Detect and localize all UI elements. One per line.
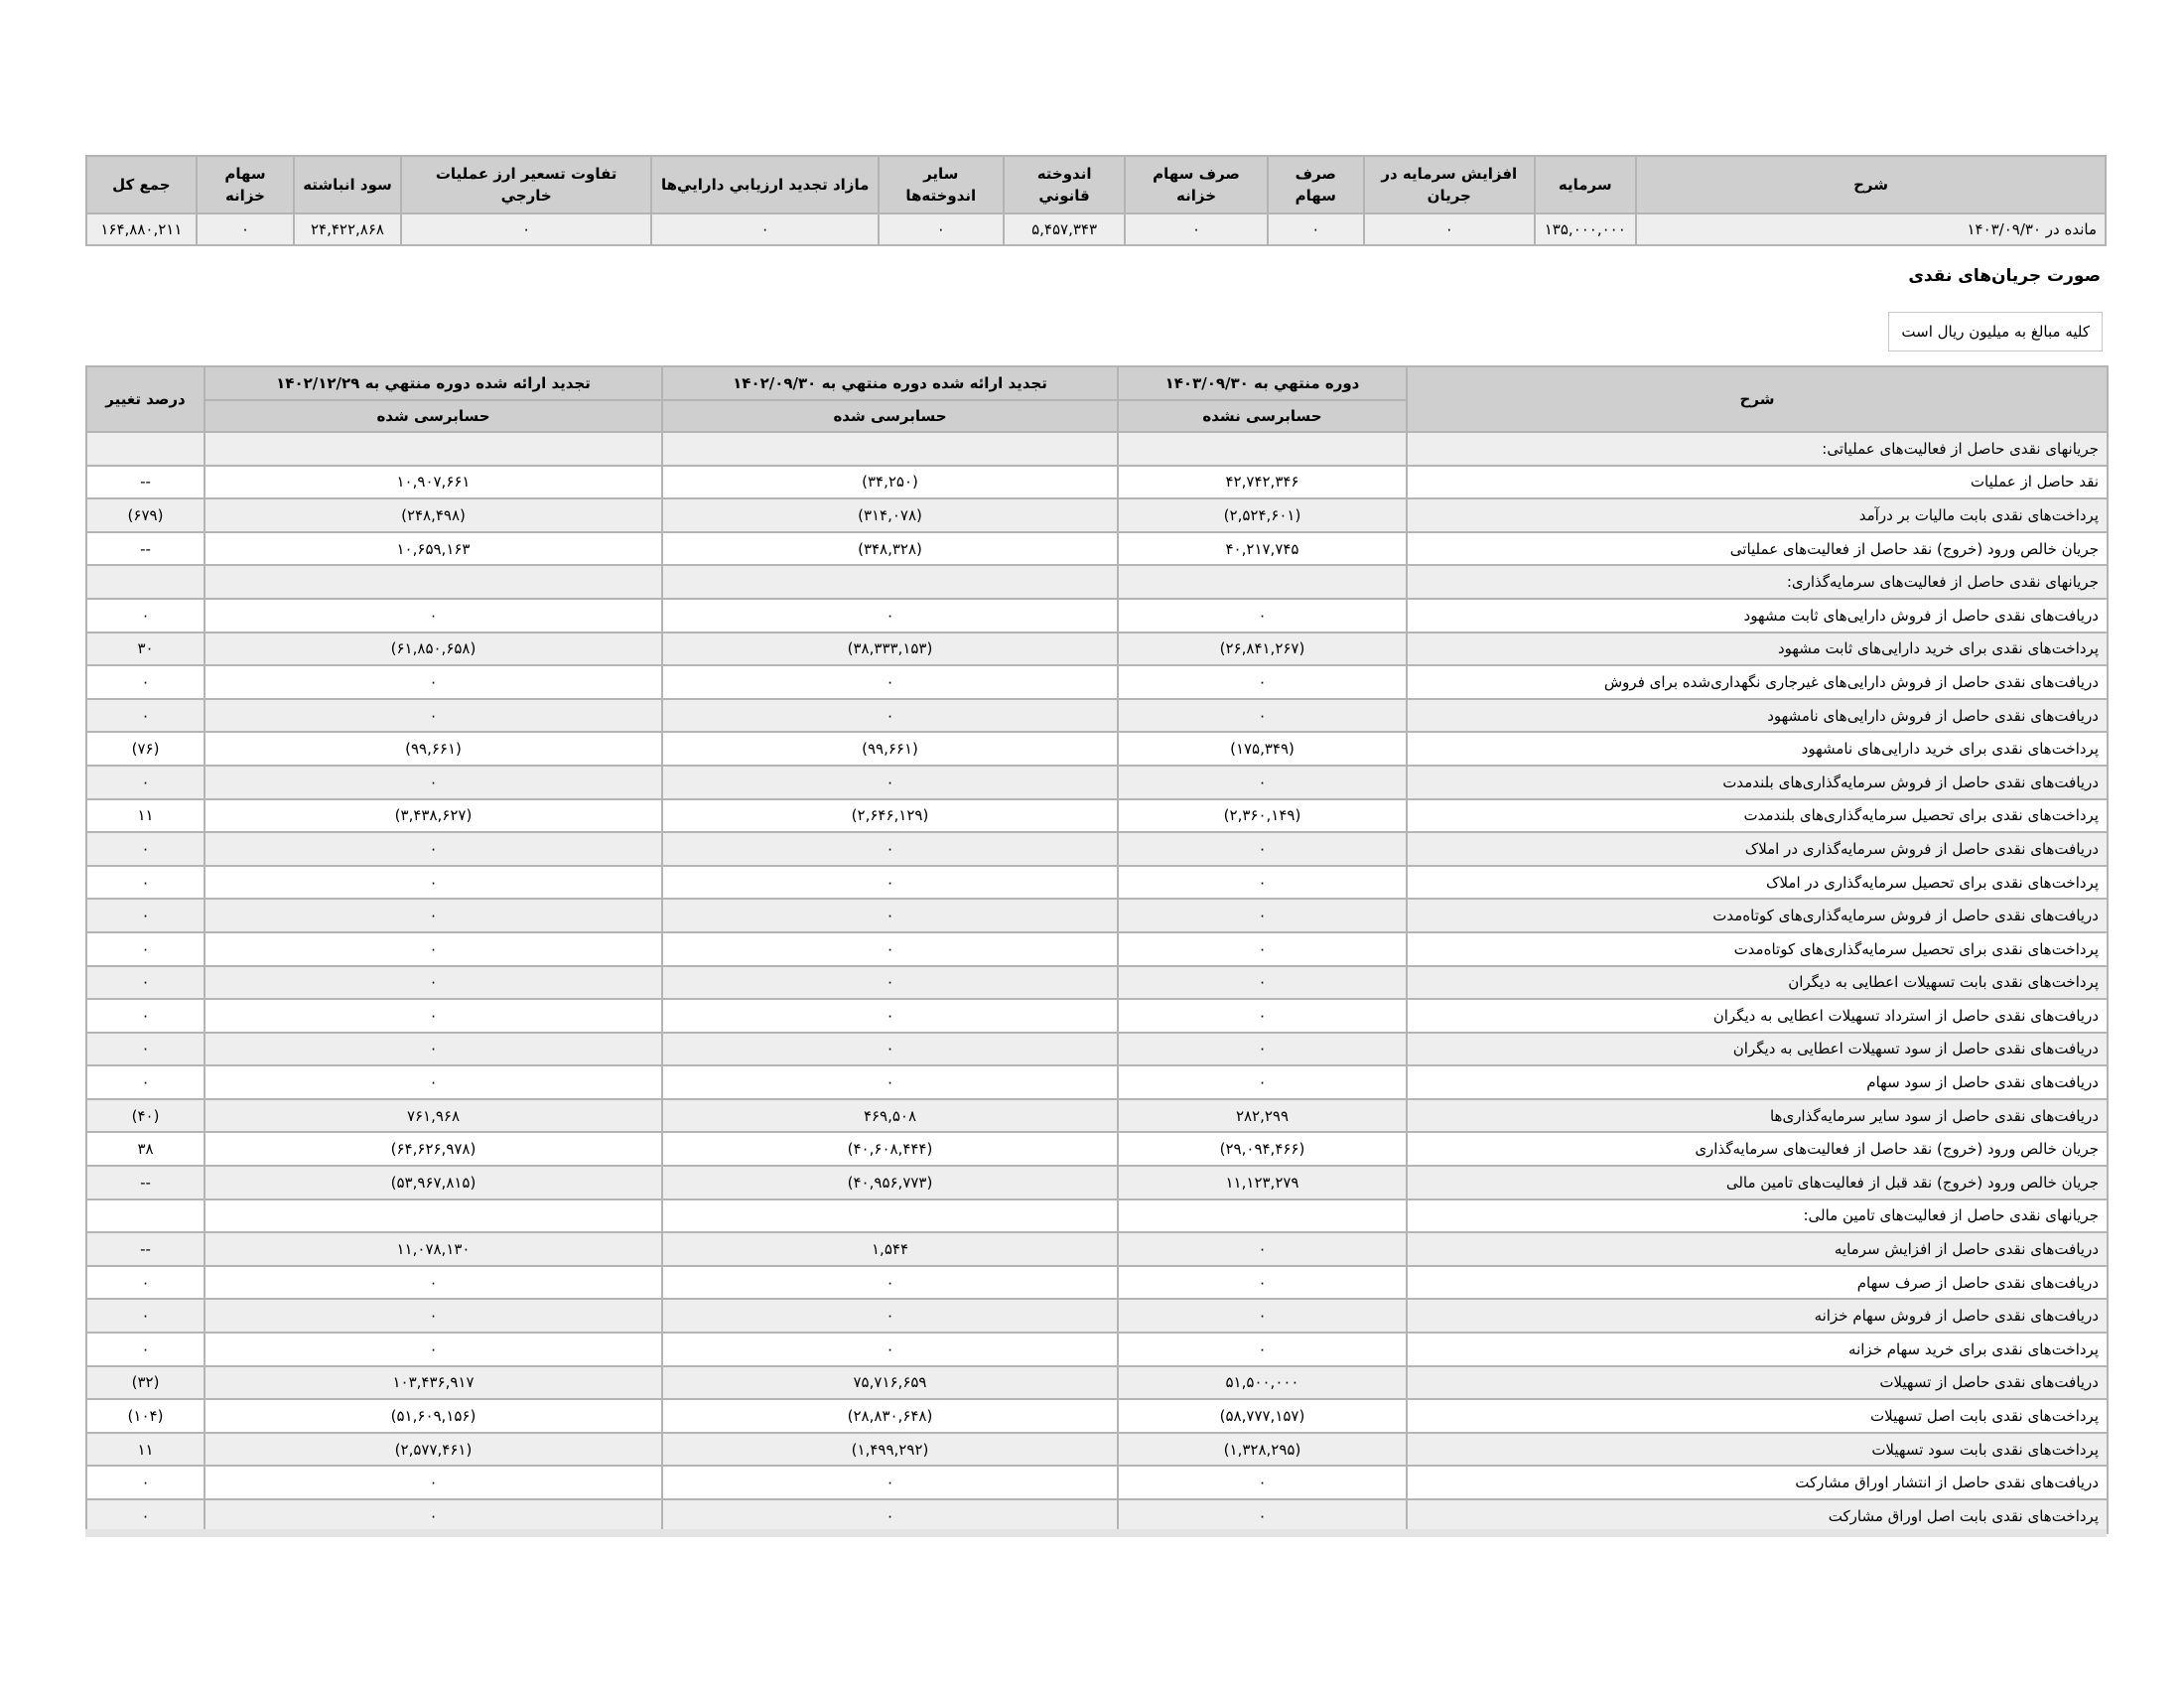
row-value-restated-1: (۳۴۸,۳۲۸) <box>662 532 1118 566</box>
table-row <box>86 665 2108 699</box>
row-percent-change: ۱۱ <box>86 799 205 833</box>
row-percent-change: ۰ <box>86 899 205 932</box>
row-description: دریافت‌های نقدی حاصل از صرف سهام <box>1407 1266 2108 1300</box>
table-row <box>86 532 2108 566</box>
equity-balance-row <box>86 213 2106 245</box>
row-value-current: ۰ <box>1118 866 1407 900</box>
row-value-current <box>1118 432 1407 466</box>
row-percent-change: -- <box>86 1166 205 1199</box>
row-description: دریافت‌های نقدی حاصل از سود سهام <box>1407 1065 2108 1099</box>
row-value-restated-2: ۱۰,۶۵۹,۱۶۳ <box>205 532 662 566</box>
equity-header-cell: شرح <box>1636 156 2106 213</box>
equity-header-cell: سرمايه <box>1535 156 1637 213</box>
row-description: دریافت‌های نقدی حاصل از فروش سرمایه‌گذاری‌های کوتاه‌مدت <box>1407 899 2108 932</box>
row-percent-change: ۰ <box>86 699 205 733</box>
row-value-current: ۰ <box>1118 699 1407 733</box>
row-value-restated-1: (۲۸,۸۳۰,۶۴۸) <box>662 1399 1118 1433</box>
row-percent-change: ۰ <box>86 1033 205 1066</box>
row-value-current: ۲۸۲,۲۹۹ <box>1118 1099 1407 1133</box>
row-value-restated-2: ۰ <box>205 966 662 1000</box>
row-value-restated-1: (۴۰,۶۰۸,۴۴۴) <box>662 1132 1118 1166</box>
row-percent-change <box>86 432 205 466</box>
row-value-current <box>1118 565 1407 599</box>
header-audit-status: حسابرسی نشده <box>1118 400 1407 432</box>
row-value-current: ۰ <box>1118 899 1407 932</box>
row-value-restated-2: ۰ <box>205 832 662 866</box>
row-value-current: ۰ <box>1118 966 1407 1000</box>
row-percent-change: ۰ <box>86 1299 205 1333</box>
row-description: پرداخت‌های نقدی بابت اصل اوراق مشارکت <box>1407 1499 2108 1533</box>
row-value-restated-2: ۰ <box>205 932 662 966</box>
table-row <box>86 1499 2108 1533</box>
row-value-current: ۰ <box>1118 665 1407 699</box>
row-value-restated-2: (۵۳,۹۶۷,۸۱۵) <box>205 1166 662 1199</box>
equity-cell: ۱۳۵,۰۰۰,۰۰۰ <box>1535 213 1637 245</box>
table-row <box>86 1333 2108 1366</box>
row-value-restated-1: (۹۹,۶۶۱) <box>662 732 1118 766</box>
row-description: پرداخت‌های نقدی برای خرید دارایی‌های نامشهود <box>1407 732 2108 766</box>
row-value-restated-1: (۳۸,۳۳۳,۱۵۳) <box>662 633 1118 666</box>
row-value-current: ۰ <box>1118 999 1407 1033</box>
row-value-restated-1: ۰ <box>662 699 1118 733</box>
table-row <box>86 1132 2108 1166</box>
cashflow-body <box>86 432 2108 1533</box>
equity-header-cell: صرف سهام خزانه <box>1125 156 1267 213</box>
table-row <box>86 1232 2108 1266</box>
row-value-restated-1: ۰ <box>662 1499 1118 1533</box>
table-row <box>86 799 2108 833</box>
row-percent-change: -- <box>86 466 205 499</box>
equity-header-cell: صرف سهام <box>1268 156 1364 213</box>
row-description: دریافت‌های نقدی حاصل از انتشار اوراق مشارکت <box>1407 1466 2108 1499</box>
row-percent-change: ۰ <box>86 766 205 799</box>
row-value-current: ۰ <box>1118 932 1407 966</box>
row-value-restated-2 <box>205 432 662 466</box>
equity-cell: ۰ <box>197 213 294 245</box>
cashflow-title: صورت جريان‌های نقدی <box>1908 266 2101 286</box>
row-value-current: (۲,۳۶۰,۱۴۹) <box>1118 799 1407 833</box>
table-row <box>86 1433 2108 1467</box>
row-percent-change: ۰ <box>86 599 205 633</box>
row-value-restated-2: ۱۰۳,۴۳۶,۹۱۷ <box>205 1366 662 1400</box>
row-percent-change: ۰ <box>86 1065 205 1099</box>
row-value-restated-2: (۹۹,۶۶۱) <box>205 732 662 766</box>
table-row <box>86 1199 2108 1233</box>
row-value-restated-2: ۷۶۱,۹۶۸ <box>205 1099 662 1133</box>
row-value-restated-2: ۰ <box>205 1299 662 1333</box>
table-row <box>86 832 2108 866</box>
row-value-restated-2: ۱۱,۰۷۸,۱۳۰ <box>205 1232 662 1266</box>
row-value-restated-1: (۴۰,۹۵۶,۷۷۳) <box>662 1166 1118 1199</box>
row-value-restated-2: ۰ <box>205 665 662 699</box>
row-value-current: ۰ <box>1118 599 1407 633</box>
row-percent-change: ۳۰ <box>86 633 205 666</box>
row-value-current <box>1118 1199 1407 1233</box>
row-percent-change: (۳۲) <box>86 1366 205 1400</box>
row-value-current: ۱۱,۱۲۳,۲۷۹ <box>1118 1166 1407 1199</box>
table-bottom-bar <box>85 1529 2107 1537</box>
row-description: دریافت‌های نقدی حاصل از فروش دارایی‌های نامشهود <box>1407 699 2108 733</box>
equity-cell: ۰ <box>401 213 652 245</box>
row-value-current: ۰ <box>1118 1033 1407 1066</box>
row-value-restated-2: ۰ <box>205 599 662 633</box>
equity-cell: ۵,۴۵۷,۳۴۳ <box>1004 213 1126 245</box>
equity-cell: ۰ <box>651 213 878 245</box>
row-description: پرداخت‌های نقدی بابت سود تسهیلات <box>1407 1433 2108 1467</box>
table-row <box>86 565 2108 599</box>
row-value-restated-1: ۰ <box>662 1333 1118 1366</box>
row-value-current: ۴۲,۷۴۲,۳۴۶ <box>1118 466 1407 499</box>
table-row <box>86 766 2108 799</box>
row-percent-change: (۷۶) <box>86 732 205 766</box>
row-value-current: (۲,۵۲۴,۶۰۱) <box>1118 498 1407 532</box>
table-row <box>86 999 2108 1033</box>
row-value-restated-1: ۰ <box>662 1299 1118 1333</box>
row-value-current: ۰ <box>1118 1299 1407 1333</box>
row-value-restated-2: (۲,۵۷۷,۴۶۱) <box>205 1433 662 1467</box>
row-value-current: ۰ <box>1118 766 1407 799</box>
row-value-current: ۰ <box>1118 1333 1407 1366</box>
row-value-restated-2: (۵۱,۶۰۹,۱۵۶) <box>205 1399 662 1433</box>
equity-header-cell: اندوخته قانوني <box>1004 156 1126 213</box>
row-description: جریانهای نقدی حاصل از فعالیت‌های عملیاتی: <box>1407 432 2108 466</box>
table-row <box>86 1033 2108 1066</box>
row-description: دریافت‌های نقدی حاصل از سود سایر سرمایه‌گذاری‌ها <box>1407 1099 2108 1133</box>
row-value-restated-2: ۰ <box>205 1499 662 1533</box>
table-row <box>86 732 2108 766</box>
row-value-restated-2: ۰ <box>205 1266 662 1300</box>
equity-table <box>85 155 2107 246</box>
row-percent-change <box>86 1199 205 1233</box>
table-row <box>86 1166 2108 1199</box>
row-value-restated-1: ۱,۵۴۴ <box>662 1232 1118 1266</box>
row-value-restated-1: ۰ <box>662 832 1118 866</box>
table-row <box>86 966 2108 1000</box>
table-row <box>86 699 2108 733</box>
row-value-restated-1 <box>662 432 1118 466</box>
row-percent-change: ۰ <box>86 932 205 966</box>
row-description: پرداخت‌های نقدی بابت تسهیلات اعطایی به دیگران <box>1407 966 2108 1000</box>
table-row <box>86 1366 2108 1400</box>
row-description: دریافت‌های نقدی حاصل از فروش دارایی‌های ثابت مشهود <box>1407 599 2108 633</box>
row-description: پرداخت‌های نقدی برای خرید سهام خزانه <box>1407 1333 2108 1366</box>
equity-cell: ۰ <box>879 213 1004 245</box>
row-value-current: (۵۸,۷۷۷,۱۵۷) <box>1118 1399 1407 1433</box>
equity-cell: ۲۴,۴۲۲,۸۶۸ <box>294 213 401 245</box>
row-value-restated-2: (۲۴۸,۴۹۸) <box>205 498 662 532</box>
equity-cell: ۰ <box>1364 213 1535 245</box>
row-value-restated-1: ۴۶۹,۵۰۸ <box>662 1099 1118 1133</box>
row-value-restated-2: (۳,۴۳۸,۶۲۷) <box>205 799 662 833</box>
row-value-restated-2: ۰ <box>205 766 662 799</box>
row-value-current: ۰ <box>1118 1466 1407 1499</box>
row-value-current: ۰ <box>1118 1499 1407 1533</box>
row-value-restated-1: ۰ <box>662 999 1118 1033</box>
row-percent-change: ۰ <box>86 1499 205 1533</box>
row-value-restated-1: (۲,۶۴۶,۱۲۹) <box>662 799 1118 833</box>
row-percent-change: (۶۷۹) <box>86 498 205 532</box>
row-value-current: ۴۰,۲۱۷,۷۴۵ <box>1118 532 1407 566</box>
unit-note: کلیه مبالغ به میلیون ریال است <box>1888 312 2103 352</box>
equity-header-cell: تفاوت تسعير ارز عمليات خارجي <box>401 156 652 213</box>
row-description: نقد حاصل از عملیات <box>1407 466 2108 499</box>
row-value-restated-1: (۳۴,۲۵۰) <box>662 466 1118 499</box>
row-percent-change: ۰ <box>86 999 205 1033</box>
table-row <box>86 866 2108 900</box>
header-audit-status: حسابرسی شده <box>662 400 1118 432</box>
table-row <box>86 1266 2108 1300</box>
row-description: پرداخت‌های نقدی بابت مالیات بر درآمد <box>1407 498 2108 532</box>
row-value-restated-2: ۱۰,۹۰۷,۶۶۱ <box>205 466 662 499</box>
equity-header-cell: افزايش سرمايه در جريان <box>1364 156 1535 213</box>
row-value-restated-1 <box>662 565 1118 599</box>
row-percent-change: -- <box>86 1232 205 1266</box>
row-value-restated-1: ۰ <box>662 599 1118 633</box>
row-value-restated-1: ۰ <box>662 1065 1118 1099</box>
row-value-restated-2: (۶۴,۶۲۶,۹۷۸) <box>205 1132 662 1166</box>
row-percent-change: ۰ <box>86 866 205 900</box>
row-description: دریافت‌های نقدی حاصل از تسهیلات <box>1407 1366 2108 1400</box>
row-value-restated-1: ۰ <box>662 665 1118 699</box>
row-percent-change: ۰ <box>86 665 205 699</box>
header-audit-status: حسابرسی شده <box>205 400 662 432</box>
equity-cell: ۱۶۴,۸۸۰,۲۱۱ <box>86 213 197 245</box>
table-row <box>86 1399 2108 1433</box>
row-description: پرداخت‌های نقدی برای تحصیل سرمایه‌گذاری‌های کوتاه‌مدت <box>1407 932 2108 966</box>
row-percent-change: ۳۸ <box>86 1132 205 1166</box>
table-row <box>86 1299 2108 1333</box>
table-row <box>86 1065 2108 1099</box>
row-description: دریافت‌های نقدی حاصل از فروش سرمایه‌گذاری‌های بلندمدت <box>1407 766 2108 799</box>
row-description: جریانهای نقدی حاصل از فعالیت‌های سرمایه‌گذاری: <box>1407 565 2108 599</box>
row-value-restated-1: ۷۵,۷۱۶,۶۵۹ <box>662 1366 1118 1400</box>
row-value-restated-2: ۰ <box>205 1333 662 1366</box>
row-value-restated-2: (۶۱,۸۵۰,۶۵۸) <box>205 633 662 666</box>
row-value-restated-2: ۰ <box>205 1033 662 1066</box>
row-description: جریانهای نقدی حاصل از فعالیت‌های تامین مالی: <box>1407 1199 2108 1233</box>
row-description: دریافت‌های نقدی حاصل از استرداد تسهیلات اعطایی به دیگران <box>1407 999 2108 1033</box>
table-row <box>86 466 2108 499</box>
header-period-current: دوره منتهي به ۱۴۰۳/۰۹/۳۰ <box>1118 366 1407 400</box>
equity-header-cell: سهام خزانه <box>197 156 294 213</box>
equity-header-cell: جمع کل <box>86 156 197 213</box>
row-value-restated-1: ۰ <box>662 899 1118 932</box>
row-value-restated-2: ۰ <box>205 1466 662 1499</box>
row-value-current: ۰ <box>1118 1232 1407 1266</box>
header-period-restated-2: تجدید ارائه شده دوره منتهي به ۱۴۰۲/۱۲/۲۹ <box>205 366 662 400</box>
cashflow-header-row <box>86 366 2108 400</box>
row-description: پرداخت‌های نقدی برای تحصیل سرمایه‌گذاری‌های بلندمدت <box>1407 799 2108 833</box>
row-description: دریافت‌های نقدی حاصل از فروش دارایی‌های غیرجاری نگهداری‌شده برای فروش <box>1407 665 2108 699</box>
row-value-current: (۱۷۵,۳۴۹) <box>1118 732 1407 766</box>
row-description: پرداخت‌های نقدی برای خرید دارایی‌های ثابت مشهود <box>1407 633 2108 666</box>
row-description: پرداخت‌های نقدی بابت اصل تسهیلات <box>1407 1399 2108 1433</box>
row-description: دریافت‌های نقدی حاصل از فروش سهام خزانه <box>1407 1299 2108 1333</box>
table-row <box>86 899 2108 932</box>
row-value-current: (۲۶,۸۴۱,۲۶۷) <box>1118 633 1407 666</box>
equity-cell: ۰ <box>1125 213 1267 245</box>
row-value-restated-1: ۰ <box>662 1266 1118 1300</box>
row-value-restated-2: ۰ <box>205 699 662 733</box>
row-value-current: (۱,۳۲۸,۲۹۵) <box>1118 1433 1407 1467</box>
cashflow-table <box>85 365 2109 1534</box>
equity-header-cell: سود انباشته <box>294 156 401 213</box>
row-description: پرداخت‌های نقدی برای تحصیل سرمایه‌گذاری در املاک <box>1407 866 2108 900</box>
row-value-current: ۰ <box>1118 1065 1407 1099</box>
row-description: دریافت‌های نقدی حاصل از افزایش سرمایه <box>1407 1232 2108 1266</box>
equity-cell: مانده در ۱۴۰۳/۰۹/۳۰ <box>1636 213 2106 245</box>
row-percent-change: ۰ <box>86 966 205 1000</box>
row-percent-change: -- <box>86 532 205 566</box>
row-description: جریان خالص ورود (خروج) نقد حاصل از فعالیت‌های عملیاتی <box>1407 532 2108 566</box>
row-value-current: ۰ <box>1118 832 1407 866</box>
row-value-current: ۵۱,۵۰۰,۰۰۰ <box>1118 1366 1407 1400</box>
header-description: شرح <box>1407 366 2108 432</box>
row-value-restated-1: ۰ <box>662 1466 1118 1499</box>
row-percent-change: ۰ <box>86 1466 205 1499</box>
table-row <box>86 1099 2108 1133</box>
row-description: دریافت‌های نقدی حاصل از سود تسهیلات اعطایی به دیگران <box>1407 1033 2108 1066</box>
row-value-restated-1 <box>662 1199 1118 1233</box>
row-value-restated-1: ۰ <box>662 866 1118 900</box>
row-value-restated-2: ۰ <box>205 899 662 932</box>
row-value-current: ۰ <box>1118 1266 1407 1300</box>
row-value-restated-2: ۰ <box>205 866 662 900</box>
equity-header-row <box>86 156 2106 213</box>
row-value-restated-2 <box>205 565 662 599</box>
table-row <box>86 599 2108 633</box>
row-value-restated-1: ۰ <box>662 966 1118 1000</box>
header-period-restated-1: تجدید ارائه شده دوره منتهي به ۱۴۰۲/۰۹/۳۰ <box>662 366 1118 400</box>
header-percent-change: درصد تغییر <box>86 366 205 432</box>
equity-cell: ۰ <box>1268 213 1364 245</box>
row-description: جریان خالص ورود (خروج) نقد قبل از فعالیت‌های تامین مالی <box>1407 1166 2108 1199</box>
row-value-restated-1: ۰ <box>662 1033 1118 1066</box>
table-row <box>86 633 2108 666</box>
row-value-restated-2: ۰ <box>205 999 662 1033</box>
row-description: دریافت‌های نقدی حاصل از فروش سرمایه‌گذاری در املاک <box>1407 832 2108 866</box>
equity-header-cell: مازاد تجديد ارزيابي دارايي‌ها <box>651 156 878 213</box>
row-value-restated-2: ۰ <box>205 1065 662 1099</box>
row-percent-change: ۰ <box>86 1333 205 1366</box>
row-description: جریان خالص ورود (خروج) نقد حاصل از فعالیت‌های سرمایه‌گذاری <box>1407 1132 2108 1166</box>
row-value-restated-2 <box>205 1199 662 1233</box>
table-row <box>86 432 2108 466</box>
row-percent-change: (۴۰) <box>86 1099 205 1133</box>
table-row <box>86 498 2108 532</box>
table-row <box>86 1466 2108 1499</box>
row-value-restated-1: ۰ <box>662 766 1118 799</box>
table-row <box>86 932 2108 966</box>
row-percent-change: ۱۱ <box>86 1433 205 1467</box>
row-percent-change: ۰ <box>86 1266 205 1300</box>
row-value-restated-1: (۳۱۴,۰۷۸) <box>662 498 1118 532</box>
row-percent-change: ۰ <box>86 832 205 866</box>
row-percent-change <box>86 565 205 599</box>
row-value-restated-1: ۰ <box>662 932 1118 966</box>
row-value-current: (۲۹,۰۹۴,۴۶۶) <box>1118 1132 1407 1166</box>
row-percent-change: (۱۰۴) <box>86 1399 205 1433</box>
equity-header-cell: ساير اندوخته‌ها <box>879 156 1004 213</box>
row-value-restated-1: (۱,۴۹۹,۲۹۲) <box>662 1433 1118 1467</box>
